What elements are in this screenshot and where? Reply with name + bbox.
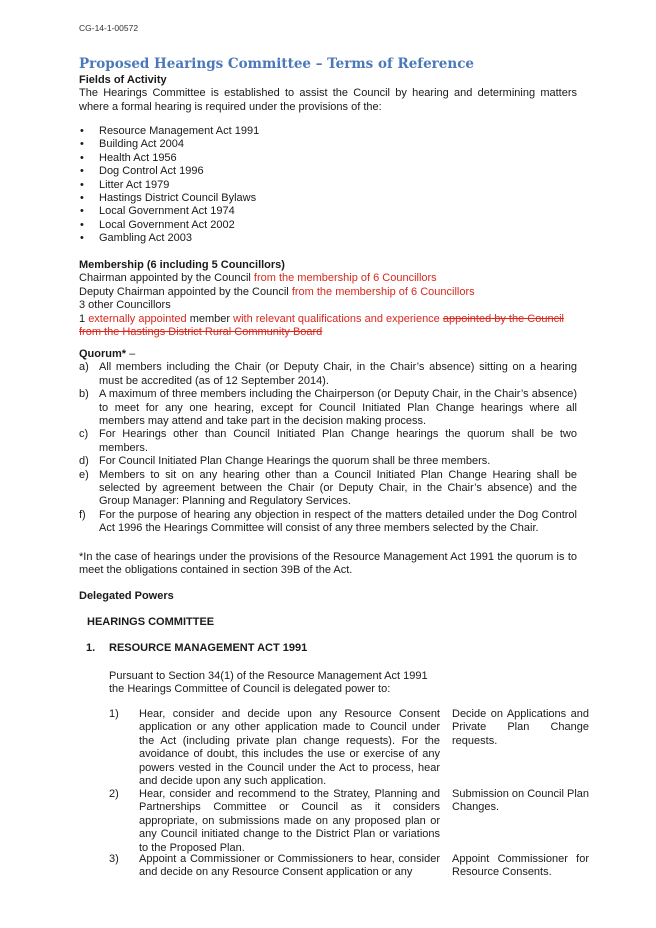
quorum-item-letter: a) [79,361,89,374]
list-item: • Resource Management Act 1991 [79,125,577,138]
fields-heading: Fields of Activity [79,74,167,86]
delegation-note: Appoint Commissioner for Resource Consents. [452,853,589,879]
delegation-text: Appoint a Commissioner or Commissioners to hear, consider and decide on any Resource Consent application or any [139,853,440,879]
quorum-item-text: For the purpose of hearing any objection in respect of the matters detailed under the Dog Control Act 1996 the Hearings Committee will consist of any three members selected by the Chair. [99,508,577,535]
list-item: • Local Government Act 2002 [79,219,577,232]
delegation-number: 3) [109,853,119,865]
delegation-text: Hear, consider and decide upon any Resource Consent application or any other application made to Council under the Act (including private plan change requests). For the avoidance of doubt, this includes the use or exercise of any powers vested in the Council under the Act to process, hear and decide upon any such application. [139,708,440,788]
delegation-number: 2) [109,788,119,800]
page-title: Proposed Hearings Committee – Terms of Reference [79,56,475,72]
quorum-footnote: *In the case of hearings under the provisions of the Resource Management Act 1991 the quorum is to meet the obligations contained in section 39B of the Act. [79,551,577,577]
quorum-item [79,361,577,388]
deputy-text: Deputy Chairman appointed by the Council [79,285,289,298]
quorum-heading: Quorum* [79,348,127,360]
quorum-item-letter: d) [79,455,89,468]
list-item: • Dog Control Act 1996 [79,165,577,178]
membership-deputy [79,286,577,299]
fields-section [79,74,577,114]
list-item: • Building Act 2004 [79,138,577,151]
committee-heading: HEARINGS COMMITTEE [87,616,215,628]
membership-external [79,313,577,340]
quorum-item [79,388,577,428]
list-item: • Hastings District Council Bylaws [79,192,577,205]
membership-chairman [79,272,577,285]
membership-others: 3 other Councillors [79,299,171,312]
quorum-item-text: A maximum of three members including the Chairperson (or Deputy Chair, in the Chair’s absence) to meet for any one hearing, except for Council Initiated Plan Change hearings where all members may attend and take part in the decision making process. [99,388,577,428]
section-title: RESOURCE MANAGEMENT ACT 1991 [109,642,308,654]
delegated-heading: Delegated Powers [79,590,174,602]
list-item: • Gambling Act 2003 [79,232,577,245]
document-id: CG-14-1-00572 [79,23,139,33]
section-number: 1. [86,642,96,654]
acts-list [79,125,577,246]
external-deletion: appointed by the Council from the Hastings District Rural Community Board [79,312,564,339]
delegation-note: Decide on Applications and Private Plan Change requests. [452,708,589,747]
quorum-item [79,455,577,468]
delegation-number: 1) [109,708,119,720]
quorum-section [79,348,577,536]
quorum-item-letter: f) [79,508,86,521]
delegation-text: Hear, consider and recommend to the Stratey, Planning and Partnerships Committee or Council as it considers appropriate, on submissions made on any proposed plan or any Council initiated change to the District Plan or variations to the Proposed Plan. [139,788,440,854]
external-insertion-2: with relevant qualifications and experience [233,312,440,325]
quorum-item-text: For Hearings other than Council Initiated Plan Change hearings the quorum shall be two members. [99,428,577,454]
quorum-item-text: For Council Initiated Plan Change Hearings the quorum shall be three members. [99,455,491,468]
membership-section [79,259,577,339]
external-count: 1 [79,312,86,325]
list-item: • Local Government Act 1974 [79,205,577,218]
list-item: • Health Act 1956 [79,152,577,165]
deputy-insertion: from the membership of 6 Councillors [291,285,475,298]
chairman-insertion: from the membership of 6 Councillors [253,272,437,285]
chairman-text: Chairman appointed by the Council [79,272,251,285]
external-insertion-1: externally appointed [88,312,187,325]
quorum-item [79,469,577,509]
fields-intro: The Hearings Committee is established to assist the Council by hearing and determining matters where a formal hearing is required under the provisions of the: [79,87,577,113]
quorum-item [79,509,577,536]
list-item: • Litter Act 1979 [79,179,577,192]
quorum-item-text: All members including the Chair (or Deputy Chair, in the Chair’s absence) sitting on a hearing must be accredited (as of 12 September 2014). [99,361,577,387]
delegation-note: Submission on Council Plan Changes. [452,788,589,814]
quorum-heading-line [79,348,577,361]
quorum-item [79,428,577,455]
quorum-item-letter: c) [79,428,89,441]
quorum-dash: – [129,348,136,360]
external-member-text: member [189,312,231,325]
quorum-item-letter: b) [79,388,89,401]
quorum-item-letter: e) [79,468,89,481]
membership-heading: Membership (6 including 5 Councillors) [79,259,285,271]
delegated-intro: Pursuant to Section 34(1) of the Resource Management Act 1991 the Hearings Committee of Council is delegated power to: [109,670,428,696]
quorum-item-text: Members to sit on any hearing other than a Council Initiated Plan Change Hearing shall be selected by agreement between the Chair (or Deputy Chair, in the Chair’s absence) and the Group Manager: Planning and Regulatory Services. [99,468,577,508]
